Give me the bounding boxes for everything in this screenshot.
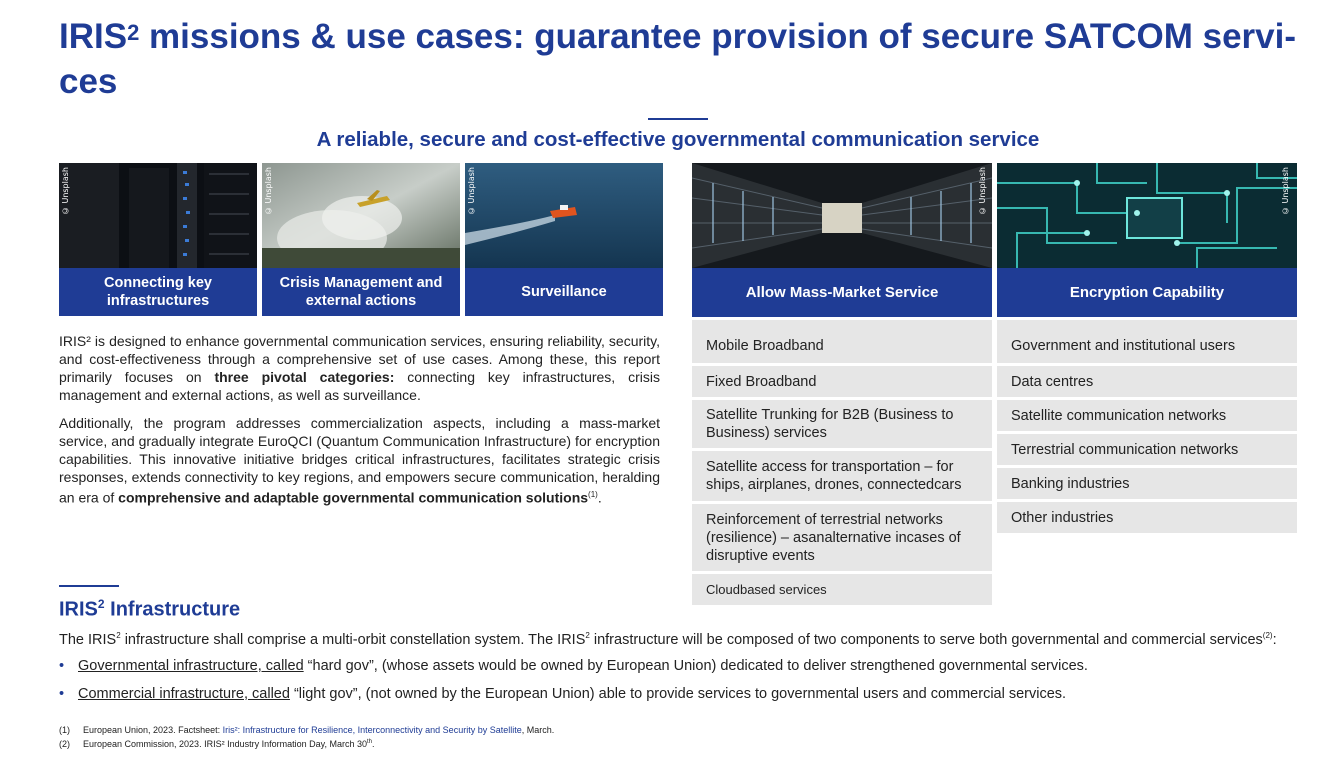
encryption-list bbox=[997, 320, 1297, 536]
commercialization-paragraph: Additionally, the program addresses commercialization aspects, including a mass-market service, and gradually integrate EuroQCI (Quantum Communication Infrastructure) for encryption capabilities. This innovative initiative bridges critical infrastructures, facilitates strategic crisis responses, extends connectivity to key regions, and empowers secure communication, heralding an era of comprehensive and adaptable governmental communication solutions$^{(1)}$. bbox=[59, 415, 660, 506]
category-mass-market: Allow Mass-Market Service bbox=[692, 268, 992, 317]
mass-market-list bbox=[692, 320, 992, 608]
category-surveillance: Surveillance bbox=[465, 268, 663, 316]
list-item: Satellite access for transportation – for ships, airplanes, drones, connectedcars bbox=[692, 451, 992, 501]
list-item: Banking industries bbox=[997, 468, 1297, 499]
list-item: Cloudbased services bbox=[692, 574, 992, 605]
page-subtitle: A reliable, secure and cost-effective governmental communication service bbox=[316, 128, 1040, 151]
list-item: Government and institutional users bbox=[997, 320, 1297, 363]
list-item: Satellite Trunking for B2B (Business to Business) services bbox=[692, 400, 992, 448]
list-item: Terrestrial communication networks bbox=[997, 434, 1297, 465]
bullet-governmental: • Governmental infrastructure, called “hard gov”, (whose assets would be owned by European Union) dedicated to deliver strengthened governmental services. bbox=[59, 658, 1088, 674]
intro-paragraph: IRIS² is designed to enhance governmental communication services, ensuring reliability, security, and cost-effectiveness through a comprehensive set of use cases. Among these, this report primarily focuses on three pivotal categories: connecting key infrastructures, crisis management and external actions, as well as surveillance. bbox=[59, 333, 661, 403]
rescue-boat-photo bbox=[465, 163, 663, 268]
bullet-icon: • bbox=[59, 686, 65, 702]
server-rack-photo bbox=[59, 163, 257, 268]
list-item: Reinforcement of terrestrial networks (resilience) – asanalternative incases of disruptive events bbox=[692, 504, 992, 571]
section-divider bbox=[59, 585, 119, 587]
infrastructure-description: The IRIS$^2$ infrastructure shall comprise a multi-orbit constellation system. The IRIS$^2$ infrastructure will be composed of two components to serve both governmental and commercial services$^{(2)}$: bbox=[59, 631, 1277, 648]
list-item: Satellite communication networks bbox=[997, 400, 1297, 431]
title-divider bbox=[648, 118, 708, 120]
category-connecting-infrastructures: Connecting key infrastructures bbox=[59, 268, 257, 316]
footnote-2: (2) European Commission, 2023. IRIS² Industry Information Day, March 30th. bbox=[59, 739, 375, 749]
firefighting-plane-photo bbox=[262, 163, 460, 268]
infrastructure-heading: IRIS$^2$ Infrastructure bbox=[59, 597, 241, 621]
footnote-link[interactable]: Iris²: Infrastructure for Resilience, Interconnectivity and Security by Satellite bbox=[222, 725, 522, 735]
datacenter-corridor-photo bbox=[692, 163, 992, 268]
bullet-icon: • bbox=[59, 658, 65, 674]
circuit-board-photo bbox=[997, 163, 1297, 268]
footnote-1: (1) European Union, 2023. Factsheet: Iris²: Infrastructure for Resilience, Interconnectivity and Security by Satellite, March. bbox=[59, 725, 555, 735]
list-item: Data centres bbox=[997, 366, 1297, 397]
photo-credit: © Unsplash bbox=[978, 167, 987, 216]
photo-credit: © Unsplash bbox=[467, 167, 476, 216]
category-crisis-management: Crisis Management and external actions bbox=[262, 268, 460, 316]
photo-credit: © Unsplash bbox=[61, 167, 70, 216]
list-item: Mobile Broadband bbox=[692, 320, 992, 363]
list-item: Other industries bbox=[997, 502, 1297, 533]
bullet-commercial: • Commercial infrastructure, called “light gov”, (not owned by the European Union) able to provide services to governmental users and commercial services. bbox=[59, 686, 1067, 702]
page-title: IRIS$^2$ missions & use cases: guarantee provision of secure SATCOM servi-ces bbox=[59, 17, 1297, 101]
photo-credit: © Unsplash bbox=[264, 167, 273, 216]
photo-credit: © Unsplash bbox=[1281, 167, 1290, 216]
category-encryption: Encryption Capability bbox=[997, 268, 1297, 317]
list-item: Fixed Broadband bbox=[692, 366, 992, 397]
